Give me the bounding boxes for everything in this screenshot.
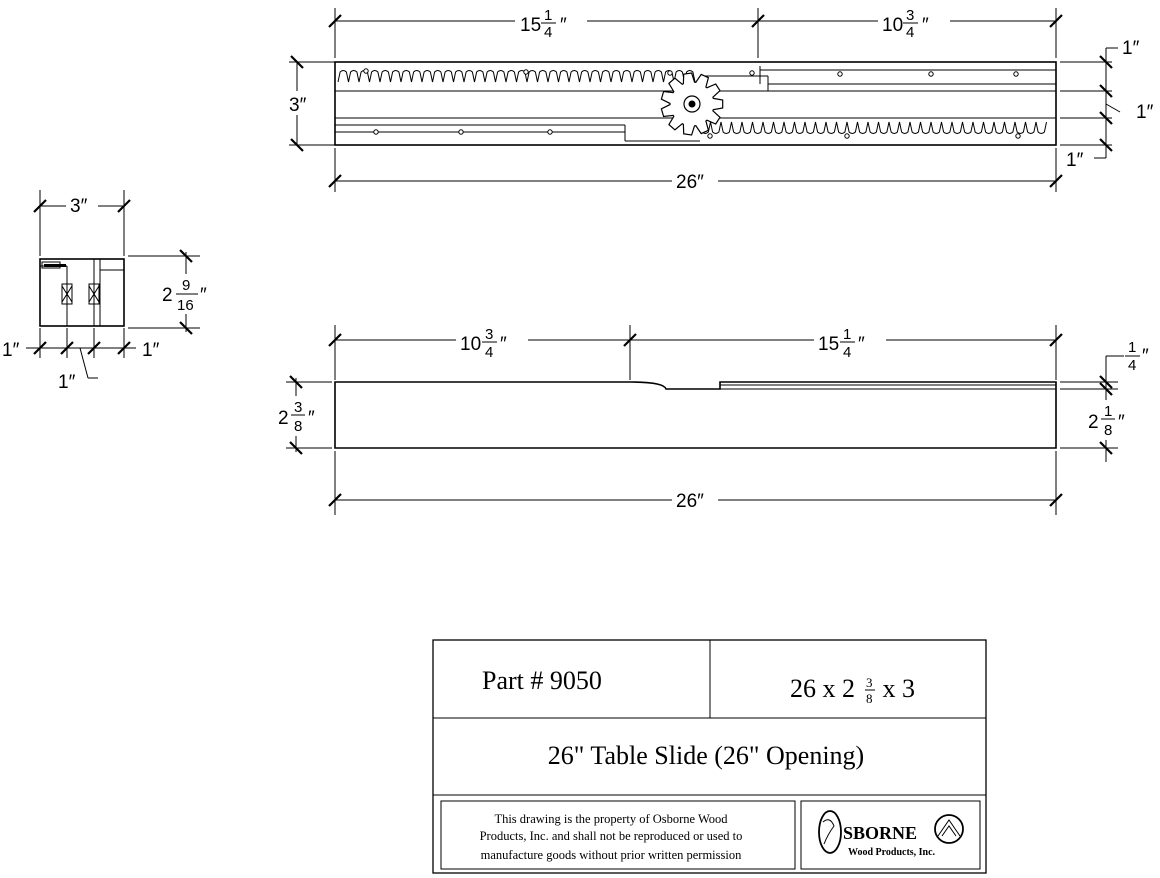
svg-text:x 3: x 3 bbox=[876, 674, 915, 703]
side-dim-overall: 26″ bbox=[676, 491, 704, 512]
svg-text:9: 9 bbox=[182, 277, 191, 294]
svg-text:SBORNE: SBORNE bbox=[843, 823, 918, 843]
svg-text:″: ″ bbox=[500, 334, 507, 355]
drawing-title: 26" Table Slide (26" Opening) bbox=[547, 741, 865, 770]
ownership-notice bbox=[480, 812, 743, 862]
top-dim-overall: 26″ bbox=[676, 172, 704, 193]
svg-text:″: ″ bbox=[200, 285, 207, 306]
top-dim-right-mid: 1″ bbox=[1136, 102, 1154, 123]
hole bbox=[524, 70, 528, 74]
svg-text:1: 1 bbox=[1128, 339, 1137, 356]
hole bbox=[374, 130, 378, 134]
hole bbox=[459, 130, 463, 134]
svg-text:2: 2 bbox=[278, 408, 289, 429]
svg-text:4: 4 bbox=[843, 344, 852, 361]
top-dim-right-bottom: 1″ bbox=[1066, 150, 1084, 171]
svg-text:4: 4 bbox=[906, 24, 915, 41]
svg-text:1: 1 bbox=[843, 326, 852, 343]
svg-text:3: 3 bbox=[906, 7, 915, 24]
svg-text:Products, Inc. and shall not b: Products, Inc. and shall not be reproduced or used to bbox=[479, 829, 743, 843]
svg-text:4: 4 bbox=[544, 24, 553, 41]
hole bbox=[1016, 134, 1020, 138]
svg-text:″: ″ bbox=[1142, 346, 1149, 367]
part-size bbox=[790, 674, 915, 706]
svg-text:16: 16 bbox=[177, 297, 194, 314]
top-view bbox=[285, 7, 1154, 194]
pinion-gear bbox=[661, 73, 722, 135]
svg-text:8: 8 bbox=[1104, 422, 1113, 439]
svg-text:″: ″ bbox=[858, 334, 865, 355]
svg-text:1: 1 bbox=[1104, 403, 1113, 420]
top-dim-height: 3″ bbox=[289, 95, 307, 116]
svg-text:15: 15 bbox=[520, 15, 542, 36]
hole bbox=[750, 71, 754, 75]
hole bbox=[708, 134, 712, 138]
svg-text:3: 3 bbox=[485, 326, 494, 343]
title-block bbox=[433, 640, 986, 873]
part-number: Part # 9050 bbox=[482, 666, 602, 695]
svg-text:26 x 2: 26 x 2 bbox=[790, 674, 855, 703]
svg-text:manufacture goods without prio: manufacture goods without prior written permission bbox=[480, 848, 742, 862]
svg-text:Wood Products, Inc.: Wood Products, Inc. bbox=[848, 847, 936, 858]
svg-text:4: 4 bbox=[1128, 357, 1137, 374]
side-dim-right-top bbox=[1125, 339, 1149, 374]
svg-text:1: 1 bbox=[544, 7, 553, 24]
svg-text:10: 10 bbox=[460, 334, 482, 355]
hole bbox=[929, 72, 933, 76]
svg-text:″: ″ bbox=[560, 15, 567, 36]
hole bbox=[364, 69, 368, 73]
svg-text:2: 2 bbox=[1088, 412, 1099, 433]
end-dim-left: 1″ bbox=[2, 340, 20, 361]
svg-text:15: 15 bbox=[818, 334, 840, 355]
svg-text:10: 10 bbox=[882, 15, 904, 36]
svg-text:″: ″ bbox=[308, 408, 315, 429]
svg-text:″: ″ bbox=[922, 15, 929, 36]
hole bbox=[845, 134, 849, 138]
hole bbox=[1014, 72, 1018, 76]
hole bbox=[548, 130, 552, 134]
svg-text:8: 8 bbox=[294, 418, 303, 435]
svg-text:″: ″ bbox=[1118, 412, 1125, 433]
hole bbox=[838, 72, 842, 76]
svg-text:8: 8 bbox=[866, 691, 873, 706]
top-dim-right-top: 1″ bbox=[1122, 38, 1140, 59]
end-dim-width: 3″ bbox=[70, 196, 88, 217]
hole bbox=[668, 71, 672, 75]
end-view bbox=[2, 190, 214, 393]
end-dim-center: 1″ bbox=[58, 372, 76, 393]
svg-text:3: 3 bbox=[294, 399, 303, 416]
side-view bbox=[274, 325, 1149, 515]
svg-text:3: 3 bbox=[866, 675, 873, 690]
svg-text:This drawing is the property o: This drawing is the property of Osborne Wood bbox=[494, 812, 728, 826]
end-dim-right: 1″ bbox=[142, 340, 160, 361]
svg-text:2: 2 bbox=[162, 285, 173, 306]
svg-text:4: 4 bbox=[485, 344, 494, 361]
